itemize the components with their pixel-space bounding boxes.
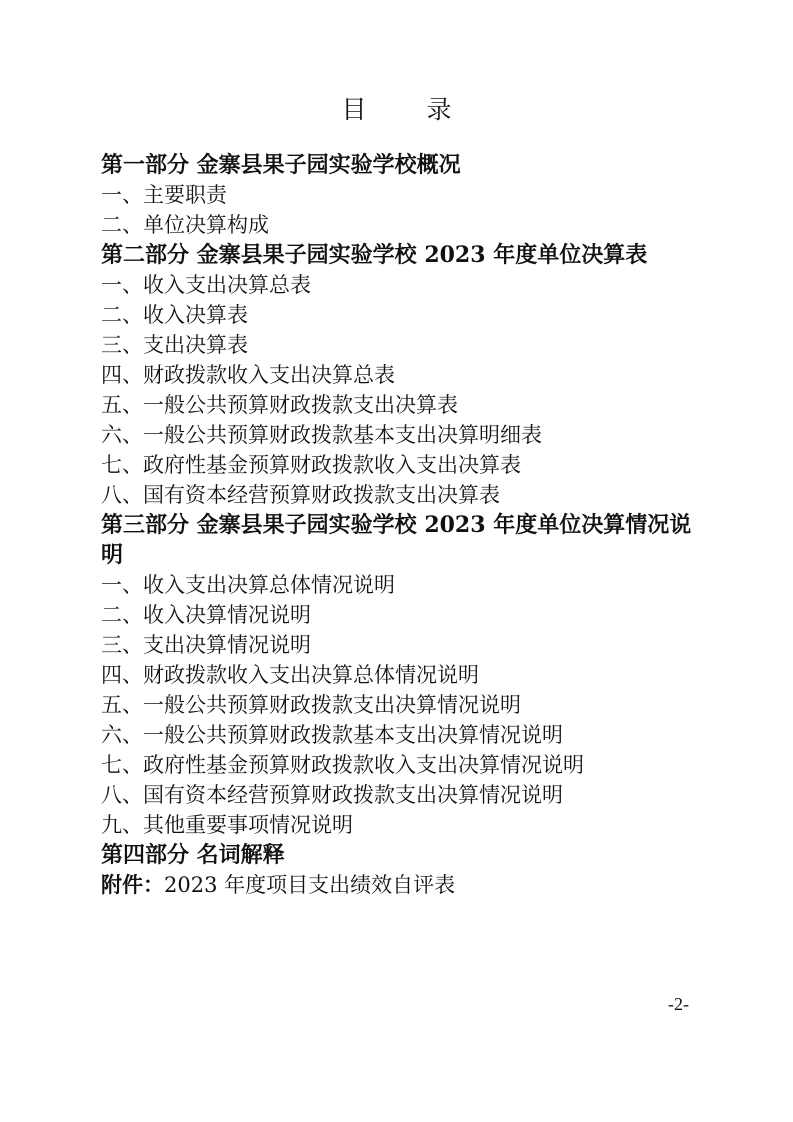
attachment-label: 附件：: [101, 872, 164, 897]
toc-part-1-heading: 第一部分 金寨县果子园实验学校概况: [101, 152, 461, 178]
toc-item: 二、单位决算构成: [101, 213, 269, 237]
attachment-text: 2023 年度项目支出绩效自评表: [164, 873, 456, 897]
toc-part-4-heading: 第四部分 名词解释: [101, 842, 285, 868]
toc-item: 五、一般公共预算财政拨款支出决算表: [101, 393, 458, 417]
toc-item: 六、一般公共预算财政拨款基本支出决算明细表: [101, 423, 542, 447]
toc-part-2-heading: 第二部分 金寨县果子园实验学校 2023 年度单位决算表: [101, 242, 648, 268]
toc-item: 四、财政拨款收入支出决算总体情况说明: [101, 663, 479, 687]
toc-item: 三、支出决算表: [101, 333, 248, 357]
toc-item: 九、其他重要事项情况说明: [101, 813, 353, 837]
toc-item: 六、一般公共预算财政拨款基本支出决算情况说明: [101, 723, 563, 747]
toc-item: 七、政府性基金预算财政拨款收入支出决算表: [101, 453, 521, 477]
toc-item: 八、国有资本经营预算财政拨款支出决算情况说明: [101, 783, 563, 807]
toc-item: 一、主要职责: [101, 183, 227, 207]
attachment-line: [101, 870, 711, 900]
toc-item: 四、财政拨款收入支出决算总表: [101, 363, 395, 387]
page-title: 目 录: [341, 95, 478, 124]
toc-part-3-heading: 第三部分 金寨县果子园实验学校 2023 年度单位决算情况说明: [101, 512, 692, 568]
toc-item: 八、国有资本经营预算财政拨款支出决算表: [101, 483, 500, 507]
page-number: -2-: [668, 994, 689, 1014]
toc-item: 二、收入决算情况说明: [101, 603, 311, 627]
toc-item: 二、收入决算表: [101, 303, 248, 327]
toc-item: 五、一般公共预算财政拨款支出决算情况说明: [101, 693, 521, 717]
toc-item: 三、支出决算情况说明: [101, 633, 311, 657]
table-of-contents: [101, 150, 711, 900]
toc-item: 一、收入支出决算总体情况说明: [101, 573, 395, 597]
toc-item: 一、收入支出决算总表: [101, 273, 311, 297]
toc-item: 七、政府性基金预算财政拨款收入支出决算情况说明: [101, 753, 584, 777]
